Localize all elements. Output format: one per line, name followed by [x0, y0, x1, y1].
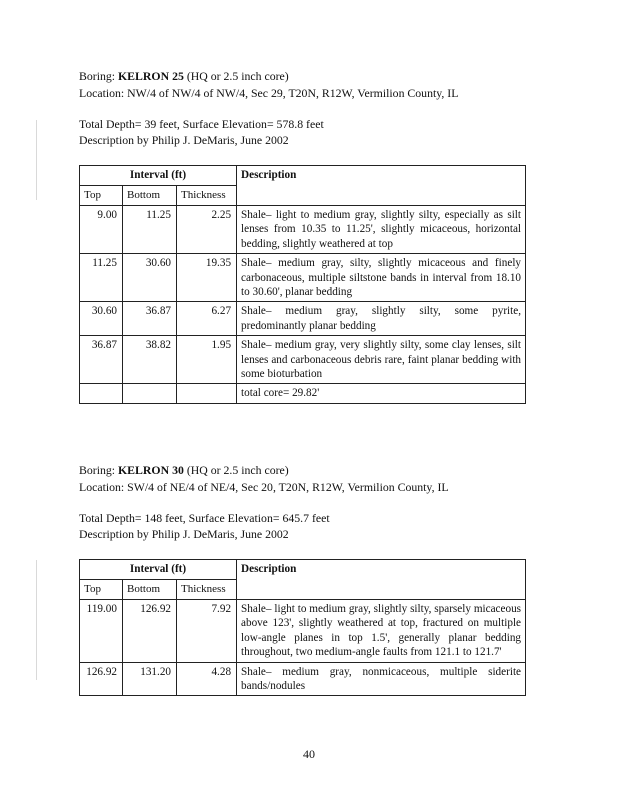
table-row [80, 206, 526, 254]
boring-1-table [79, 165, 526, 404]
cell-bottom: 11.25 [123, 206, 177, 254]
col-top-header: Top [80, 580, 123, 600]
interval-header: Interval (ft) [80, 166, 237, 186]
table-row [80, 336, 526, 384]
cell-description: Shale– medium gray, very slightly silty, some clay lenses, silt lenses and carbonaceous debris rare, faint planar bedding with some bioturbation [237, 336, 526, 384]
page-number: 40 [303, 747, 315, 761]
col-thickness-header: Thickness [177, 186, 237, 206]
cell-description: Shale– light to medium gray, slightly silty, especially as silt lenses from 10.35 to 11.25', slightly micaceous, horizontal bedding, slightly weathered at top [237, 206, 526, 254]
cell-bottom: 131.20 [123, 662, 177, 696]
table-row [80, 662, 526, 696]
cell-top: 30.60 [80, 302, 123, 336]
cell-bottom [123, 384, 177, 403]
table-row [80, 600, 526, 663]
boring-1-location: Location: NW/4 of NW/4 of NW/4, Sec 29, T20N, R12W, Vermilion County, IL [79, 86, 459, 100]
boring-1-name: KELRON 25 [118, 69, 184, 83]
cell-description: Shale– light to medium gray, slightly silty, sparsely micaceous above 123', slightly weathered at top, fractured on multiple low-angle planes in top 1.5', generally planar bedding throughout, two medium-angle faults from 121.1 to 121.7' [237, 600, 526, 663]
cell-top: 9.00 [80, 206, 123, 254]
total-core: total core= 29.82' [237, 384, 526, 403]
boring-1-title: Boring: KELRON 25 (HQ or 2.5 inch core) [79, 69, 289, 83]
boring-2-title: Boring: KELRON 30 (HQ or 2.5 inch core) [79, 463, 289, 477]
cell-bottom: 30.60 [123, 254, 177, 302]
cell-top [80, 384, 123, 403]
cell-thickness: 7.92 [177, 600, 237, 663]
boring-2-table [79, 559, 526, 696]
table-row-total [80, 384, 526, 403]
scan-margin-mark [36, 560, 37, 680]
cell-thickness: 19.35 [177, 254, 237, 302]
boring-2-depth: Total Depth= 148 feet, Surface Elevation= 645.7 feet [79, 511, 330, 525]
table-row [80, 254, 526, 302]
cell-bottom: 38.82 [123, 336, 177, 384]
scan-margin-mark [36, 120, 37, 200]
boring-1-depth: Total Depth= 39 feet, Surface Elevation= 578.8 feet [79, 117, 324, 131]
table-row [80, 302, 526, 336]
cell-description: Shale– medium gray, nonmicaceous, multiple siderite bands/nodules [237, 662, 526, 696]
cell-top: 36.87 [80, 336, 123, 384]
cell-thickness: 6.27 [177, 302, 237, 336]
description-header: Description [237, 560, 526, 600]
col-bottom-header: Bottom [123, 580, 177, 600]
table-header-row [80, 560, 526, 580]
cell-bottom: 36.87 [123, 302, 177, 336]
table-header-row [80, 166, 526, 186]
cell-bottom: 126.92 [123, 600, 177, 663]
cell-top: 119.00 [80, 600, 123, 663]
boring-2-author: Description by Philip J. DeMaris, June 2002 [79, 527, 289, 541]
interval-header: Interval (ft) [80, 560, 237, 580]
boring-1-author: Description by Philip J. DeMaris, June 2002 [79, 133, 289, 147]
cell-description: Shale– medium gray, silty, slightly micaceous and finely carbonaceous, multiple siltstone bands in interval from 18.10 to 30.60', planar bedding [237, 254, 526, 302]
cell-thickness [177, 384, 237, 403]
cell-thickness: 2.25 [177, 206, 237, 254]
cell-thickness: 4.28 [177, 662, 237, 696]
cell-top: 11.25 [80, 254, 123, 302]
boring-2-location: Location: SW/4 of NE/4 of NE/4, Sec 20, T20N, R12W, Vermilion County, IL [79, 480, 449, 494]
cell-description: Shale– medium gray, slightly silty, some pyrite, predominantly planar bedding [237, 302, 526, 336]
cell-thickness: 1.95 [177, 336, 237, 384]
col-thickness-header: Thickness [177, 580, 237, 600]
boring-2-name: KELRON 30 [118, 463, 184, 477]
col-bottom-header: Bottom [123, 186, 177, 206]
col-top-header: Top [80, 186, 123, 206]
cell-top: 126.92 [80, 662, 123, 696]
description-header: Description [237, 166, 526, 206]
